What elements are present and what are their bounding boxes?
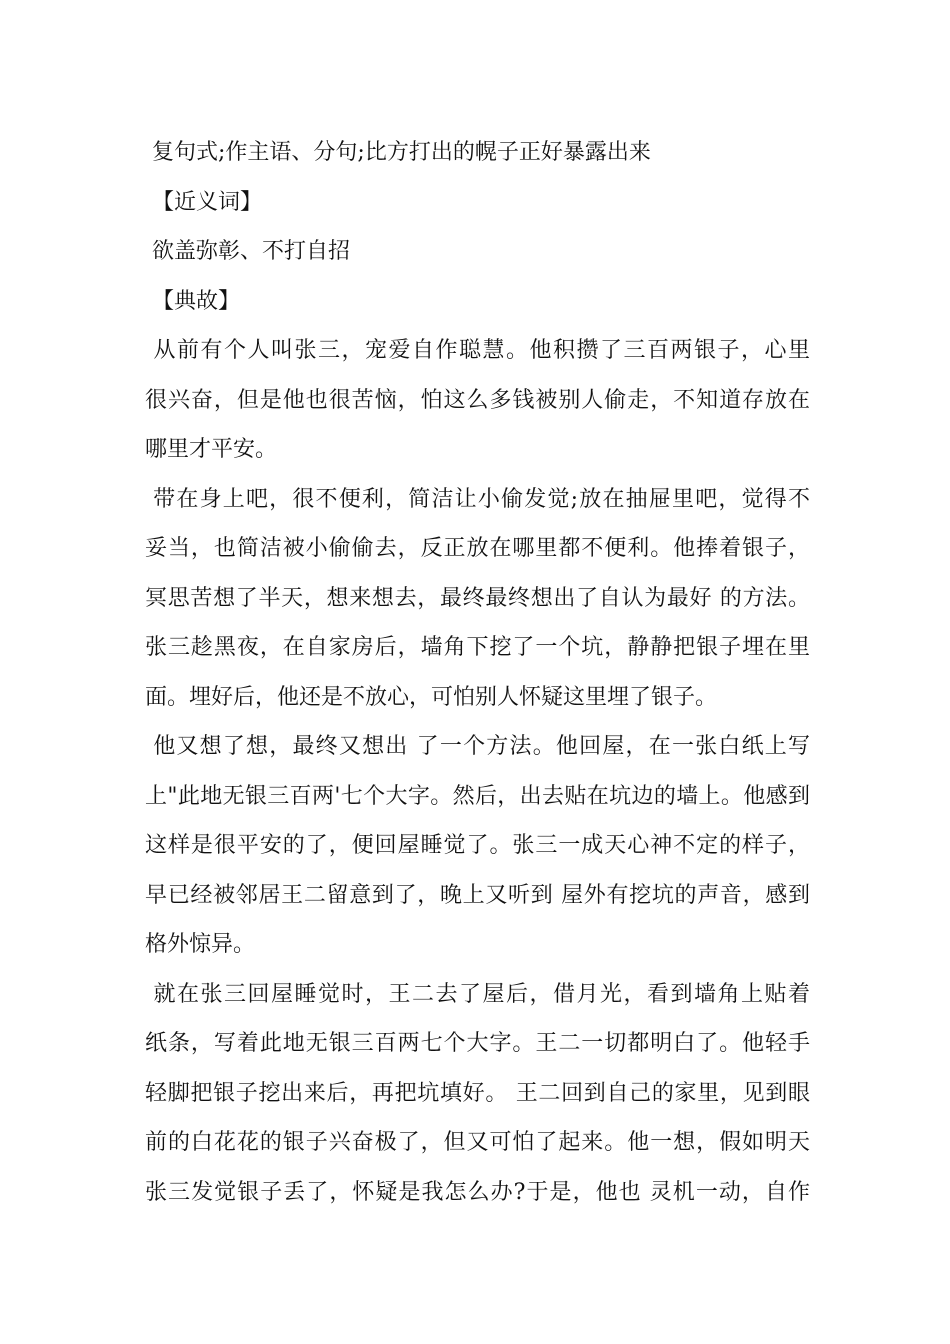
text-line-18: 就在张三回屋睡觉时，王二去了屋后，借月光，看到墙角上贴着	[145, 981, 810, 1007]
text-line-14: 上"此地无银三百两'七个大字。然后，出去贴在坑边的墙上。他感到	[145, 783, 810, 809]
text-line-6: 很兴奋，但是他也很苦恼，怕这么多钱被别人偷走，不知道存放在	[145, 387, 810, 413]
text-line-22: 张三发觉银子丢了，怀疑是我怎么办?于是，他也 灵机一动，自作	[145, 1179, 810, 1205]
text-line-21: 前的白花花的银子兴奋极了，但又可怕了起来。他一想，假如明天	[145, 1130, 810, 1155]
text-line-20: 轻脚把银子挖出来后，再把坑填好。 王二回到自己的家里，见到眼	[145, 1080, 810, 1106]
text-line-5: 从前有个人叫张三，宠爱自作聪慧。他积攒了三百两银子，心里	[145, 338, 810, 363]
text-line-7: 哪里才平安。	[145, 437, 278, 462]
text-line-13: 他又想了想，最终又想出 了一个方法。他回屋，在一张白纸上写	[145, 734, 810, 759]
text-line-19: 纸条，写着此地无银三百两七个大字。王二一切都明白了。他轻手	[145, 1031, 810, 1056]
text-line-3: 欲盖弥彰、不打自招	[145, 239, 350, 264]
text-line-8: 带在身上吧，很不便利，简洁让小偷发觉;放在抽屉里吧，觉得不	[145, 486, 810, 512]
text-line-11: 张三趁黑夜，在自家房后，墙角下挖了一个坑，静静把银子埋在里	[145, 635, 810, 660]
text-line-1: 复句式;作主语、分句;比方打出的幌子正好暴露出来	[145, 140, 651, 165]
text-line-15: 这样是很平安的了，便回屋睡觉了。张三一成天心神不定的样子，	[145, 833, 810, 858]
text-line-12: 面。埋好后，他还是不放心，可怕别人怀疑这里埋了银子。	[145, 684, 718, 710]
text-line-9: 妥当，也简洁被小偷偷去，反正放在哪里都不便利。他捧着银子，	[145, 536, 810, 561]
text-line-17: 格外惊异。	[145, 932, 256, 957]
heading-synonyms: 【近义词】	[145, 189, 262, 215]
document-body	[145, 128, 810, 1217]
heading-allusion: 【典故】	[145, 288, 240, 314]
text-line-16: 早已经被邻居王二留意到了，晚上又听到 屋外有挖坑的声音，感到	[145, 882, 810, 908]
text-line-10: 冥思苦想了半天，想来想去，最终最终想出了自认为最好 的方法。	[145, 585, 810, 611]
